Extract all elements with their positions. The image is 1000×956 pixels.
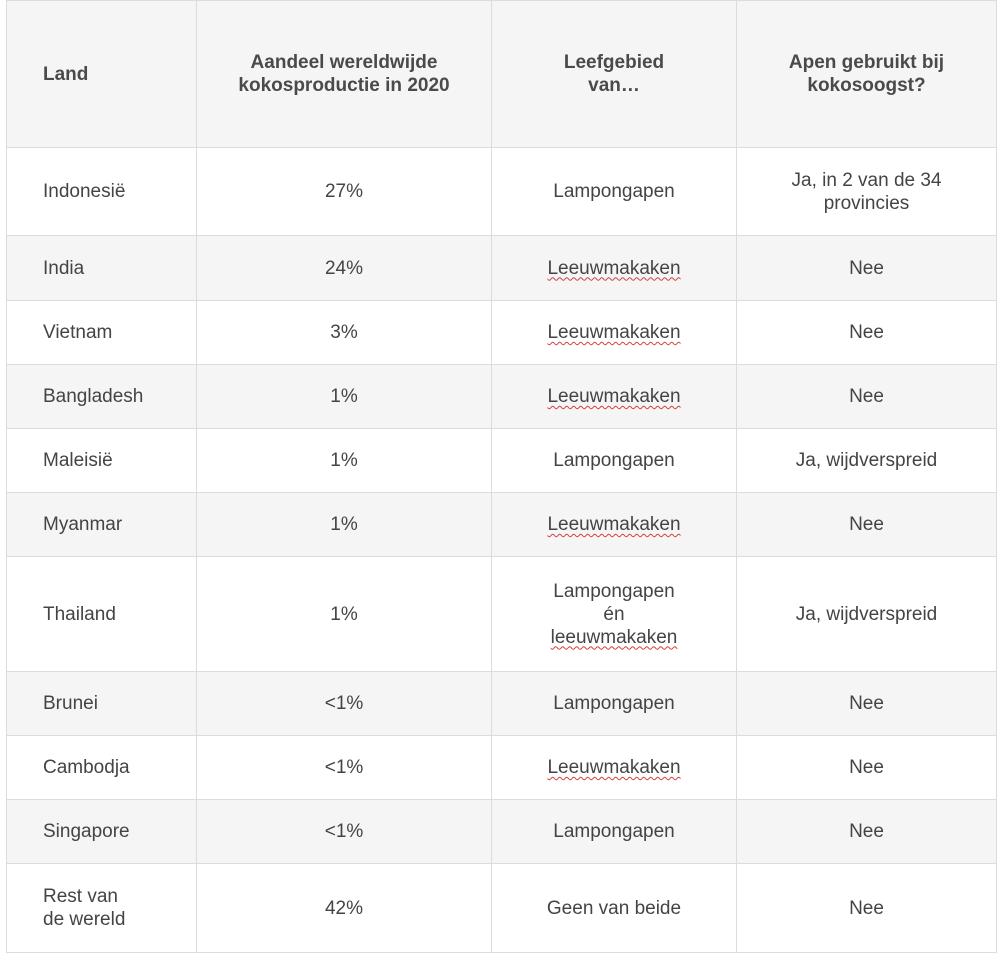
cell-aandeel: <1% — [197, 672, 492, 736]
cell-aandeel: 1% — [197, 493, 492, 557]
cell-land-line: de wereld — [43, 909, 126, 930]
cell-land — [7, 864, 197, 953]
cell-leefgebied — [492, 365, 737, 429]
cell-aandeel: 1% — [197, 365, 492, 429]
cell-land: Singapore — [7, 800, 197, 864]
cell-apen: Nee — [737, 800, 997, 864]
table-row — [7, 800, 997, 864]
cell-leefgebied — [492, 236, 737, 301]
cell-leefgebied-text: Leeuwmakaken — [547, 757, 681, 778]
table-row — [7, 301, 997, 365]
cell-land: Vietnam — [7, 301, 197, 365]
header-row — [7, 1, 997, 148]
table-row — [7, 365, 997, 429]
cell-leefgebied-line: leeuwmakaken — [550, 626, 678, 648]
cell-leefgebied-text: Leeuwmakaken — [547, 386, 681, 407]
table-row — [7, 429, 997, 493]
cell-apen: Nee — [737, 236, 997, 301]
cell-apen: Nee — [737, 493, 997, 557]
cell-apen: Nee — [737, 672, 997, 736]
cell-leefgebied-text: Leeuwmakaken — [547, 322, 681, 343]
cell-land: Myanmar — [7, 493, 197, 557]
table-row — [7, 493, 997, 557]
cell-land: Thailand — [7, 557, 197, 672]
cell-aandeel: 42% — [197, 864, 492, 953]
cell-land: Maleisië — [7, 429, 197, 493]
cell-apen-text: Ja, in 2 van de 34 provincies — [791, 169, 942, 214]
cell-land: Indonesië — [7, 148, 197, 236]
cell-aandeel: 1% — [197, 557, 492, 672]
cell-leefgebied: Geen van beide — [492, 864, 737, 953]
table-row — [7, 736, 997, 800]
cell-aandeel: 27% — [197, 148, 492, 236]
cell-apen: Nee — [737, 864, 997, 953]
table-row — [7, 864, 997, 953]
cell-aandeel: <1% — [197, 800, 492, 864]
table-row — [7, 557, 997, 672]
cell-leefgebied — [492, 736, 737, 800]
cell-leefgebied: Lampongapen — [492, 672, 737, 736]
header-land: Land — [7, 1, 197, 148]
cell-land: Brunei — [7, 672, 197, 736]
cell-leefgebied-text: Leeuwmakaken — [547, 514, 681, 535]
header-apen: Apen gebruikt bij kokosoogst? — [737, 1, 997, 148]
cell-aandeel: <1% — [197, 736, 492, 800]
cell-land: India — [7, 236, 197, 301]
cell-land-line: Rest van — [43, 886, 118, 907]
cell-leefgebied: Lampongapen — [492, 429, 737, 493]
cell-land: Bangladesh — [7, 365, 197, 429]
cell-aandeel: 24% — [197, 236, 492, 301]
table-row — [7, 236, 997, 301]
table-row — [7, 672, 997, 736]
cell-apen: Nee — [737, 365, 997, 429]
header-leefgebied-text: Leefgebied van… — [563, 52, 665, 96]
cell-apen: Nee — [737, 301, 997, 365]
cell-leefgebied: Lampongapen — [492, 148, 737, 236]
cell-aandeel: 3% — [197, 301, 492, 365]
table-row — [7, 148, 997, 236]
cell-apen: Nee — [737, 736, 997, 800]
cell-leefgebied — [492, 557, 737, 672]
cell-leefgebied — [492, 301, 737, 365]
cell-leefgebied-line: én — [603, 603, 625, 625]
cell-apen: Ja, wijdverspreid — [737, 429, 997, 493]
cell-leefgebied-text: Leeuwmakaken — [547, 257, 681, 279]
cell-apen: Ja, wijdverspreid — [737, 557, 997, 672]
cell-land: Cambodja — [7, 736, 197, 800]
cell-leefgebied: Lampongapen — [492, 800, 737, 864]
header-aandeel: Aandeel wereldwijde kokosproductie in 2020 — [197, 1, 492, 148]
cell-aandeel: 1% — [197, 429, 492, 493]
cell-leefgebied — [492, 493, 737, 557]
coconut-table — [6, 0, 997, 953]
cell-apen — [737, 148, 997, 236]
cell-leefgebied-line: Lampongapen — [553, 580, 675, 602]
header-leefgebied — [492, 1, 737, 148]
